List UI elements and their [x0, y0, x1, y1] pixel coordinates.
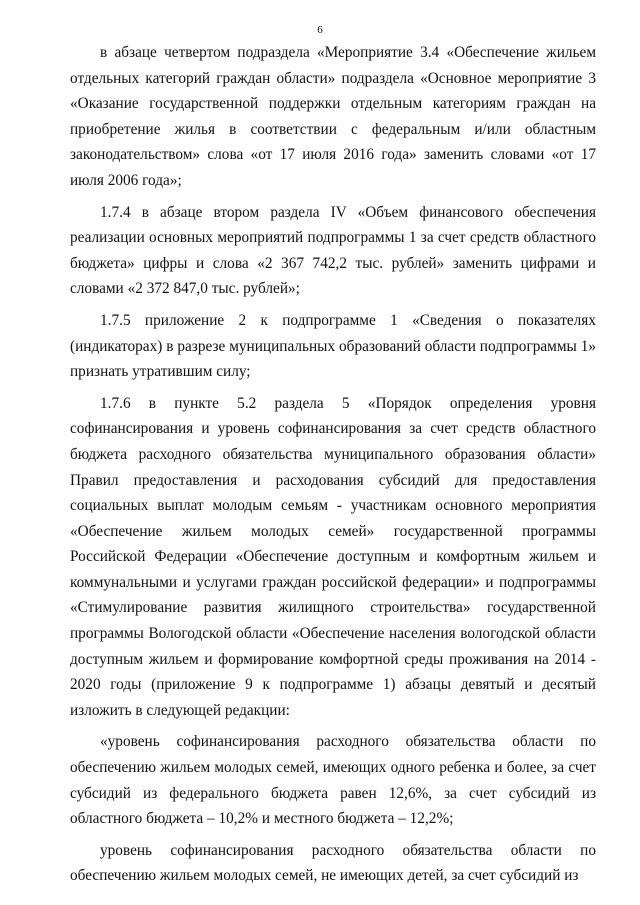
paragraph-quote-without-children: уровень софинансирования расходного обязательства области по обеспечению жильем молодых семей, не имеющих детей, за счет субсидий из — [70, 841, 596, 885]
page-number: 6 — [317, 24, 323, 36]
paragraph-1-7-5: 1.7.5 приложение 2 к подпрограмме 1 «Сведения о показателях (индикаторах) в разрезе муниципальных образований области подпрограммы 1» признать утратившим силу; — [70, 311, 596, 381]
paragraph-quote-with-children: «уровень софинансирования расходного обязательства области по обеспечению жильем молодых семей, имеющих одного ребенка и более, за счет субсидий из федерального бюджета равен 12,6%, за счет субсидий из областного бюджета – 10,2% и местного бюджета – 12,2%; — [70, 733, 596, 828]
paragraph-1-7-6: 1.7.6 в пункте 5.2 раздела 5 «Порядок определения уровня софинансирования и уровень софинансирования за счет средств областного бюджета расходного обязательства муниципального образования области» Правил предоставления и расходования субсидий для предоставления социальных выплат молодым семьям - участникам основного мероприятия «Обеспечение жильем молодых семей» государственной программы Российской Федерации «Обеспечение доступным и комфортным жильем и коммунальными и услугами граждан российской федерации» и подпрограммы «Стимулирование развития жилищного строительства» государственной программы Вологодской области «Обеспечение населения вологодской области доступным жильем и формирование комфортной среды проживания на 2014 - 2020 годы (приложение 9 к подпрограмме 1) абзацы девятый и десятый изложить в следующей редакции: — [70, 394, 596, 719]
document-body — [70, 40, 596, 889]
paragraph-subsection-3-4: в абзаце четвертом подраздела «Мероприятие 3.4 «Обеспечение жильем отдельных категорий граждан области» подраздела «Основное мероприятие 3 «Оказание государственной поддержки отдельным категориям граждан на приобретение жилья в соответствии с федеральным и/или областным законодательством» слова «от 17 июля 2016 года» заменить словами «от 17 июля 2006 года»; — [70, 44, 596, 189]
paragraph-1-7-4: 1.7.4 в абзаце втором раздела IV «Объем финансового обеспечения реализации основных мероприятий подпрограммы 1 за счет средств областного бюджета» цифры и слова «2 367 742,2 тыс. рублей» заменить цифрами и словами «2 372 847,0 тыс. рублей»; — [70, 203, 596, 298]
